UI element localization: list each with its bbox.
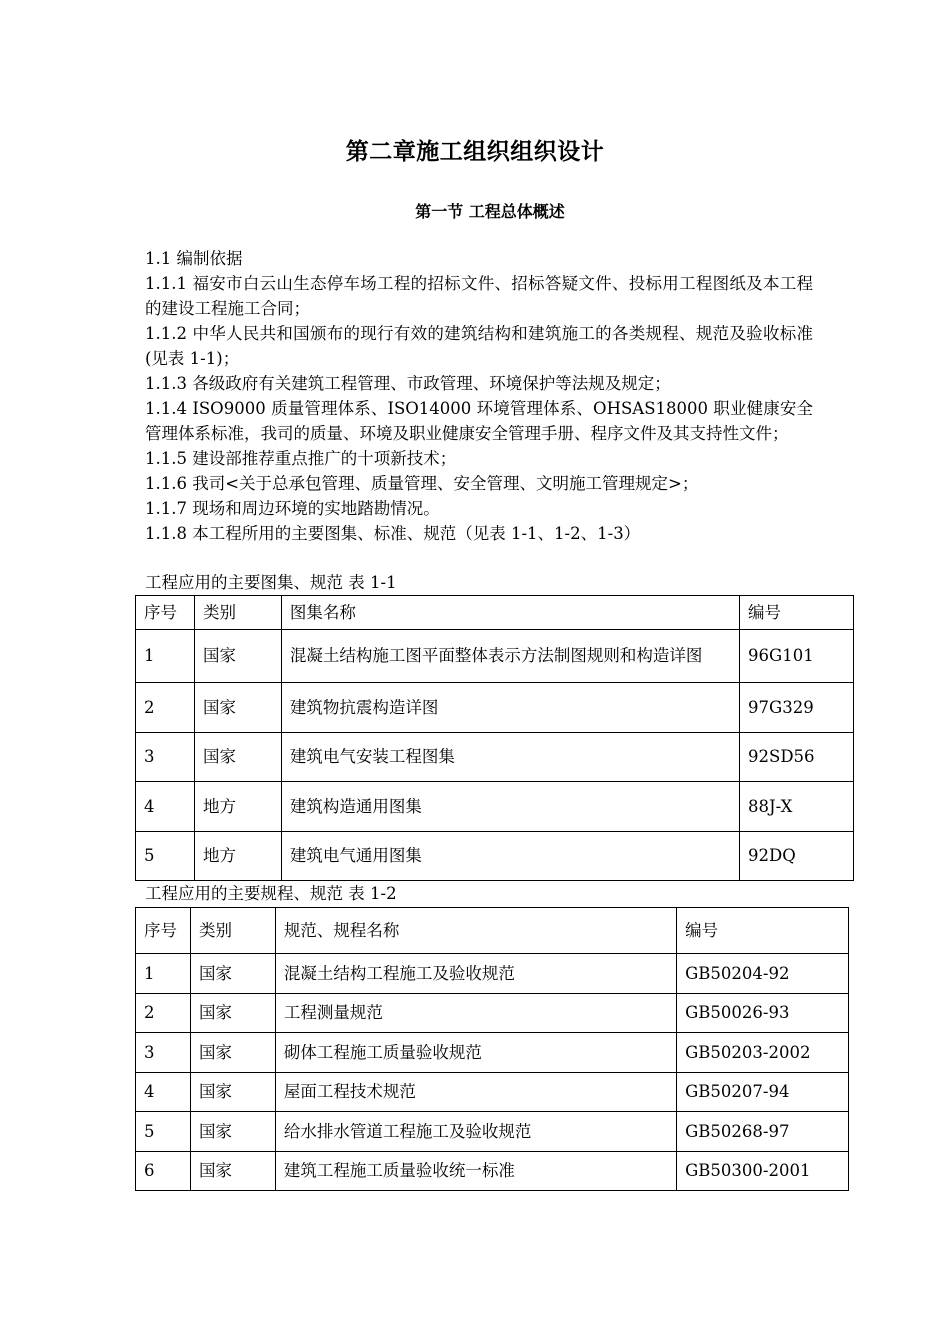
table-cell: 国家 — [194, 630, 281, 683]
table-row — [136, 1033, 849, 1073]
table-cell: 88J-X — [740, 782, 854, 832]
table-cell: 5 — [136, 832, 195, 881]
table-row — [136, 733, 854, 782]
table-cell: 国家 — [190, 1112, 275, 1152]
header-cell: 类别 — [190, 908, 275, 954]
table-cell: 混凝土结构工程施工及验收规范 — [275, 954, 676, 994]
table-cell: 92DQ — [740, 832, 854, 881]
table-cell: 1 — [136, 954, 191, 994]
header-cell: 图集名称 — [281, 596, 739, 630]
table-cell: 3 — [136, 733, 195, 782]
header-cell: 编号 — [740, 596, 854, 630]
table-cell: 给水排水管道工程施工及验收规范 — [275, 1112, 676, 1152]
table-cell: 国家 — [190, 954, 275, 994]
table-cell: 建筑物抗震构造详图 — [281, 683, 739, 733]
header-cell: 编号 — [677, 908, 849, 954]
paragraph-1-1-3: 1.1.3 各级政府有关建筑工程管理、市政管理、环境保护等法规及规定； — [145, 374, 671, 393]
paragraph-1-1-6: 1.1.6 我司<关于总承包管理、质量管理、安全管理、文明施工管理规定>； — [145, 474, 699, 493]
table-cell: 建筑电气通用图集 — [281, 832, 739, 881]
table-cell: 建筑工程施工质量验收统一标准 — [275, 1152, 676, 1191]
table-cell: GB50207-94 — [677, 1073, 849, 1112]
table-cell: GB50026-93 — [677, 994, 849, 1033]
table-cell: 国家 — [190, 1033, 275, 1073]
table-cell: 地方 — [194, 782, 281, 832]
table-1 — [135, 595, 854, 881]
table-cell: 4 — [136, 1073, 191, 1112]
table-row — [136, 1073, 849, 1112]
table-cell: GB50300-2001 — [677, 1152, 849, 1191]
table-cell: 92SD56 — [740, 733, 854, 782]
table-row — [136, 954, 849, 994]
table-cell: 96G101 — [740, 630, 854, 683]
table-row — [136, 630, 854, 683]
paragraph-1-1-7: 1.1.7 现场和周边环境的实地踏勘情况。 — [145, 499, 440, 518]
paragraph-1-1-4: 1.1.4 ISO9000 质量管理体系、ISO14000 环境管理体系、OHSAS18000 职业健康安全管理体系标准，我司的质量、环境及职业健康安全管理手册、程序文件及其支持性文件； — [145, 399, 813, 443]
table-2-caption: 工程应用的主要规程、规范 表 1-2 — [145, 884, 397, 903]
table-cell: 砌体工程施工质量验收规范 — [275, 1033, 676, 1073]
table-cell: 国家 — [194, 733, 281, 782]
table-cell: 2 — [136, 683, 195, 733]
table-cell: 工程测量规范 — [275, 994, 676, 1033]
header-cell: 序号 — [136, 908, 191, 954]
table-header-row — [136, 908, 849, 954]
table-row — [136, 1112, 849, 1152]
paragraph-1-1-1: 1.1.1 福安市白云山生态停车场工程的招标文件、招标答疑文件、投标用工程图纸及本工程的建设工程施工合同； — [145, 274, 813, 318]
table-cell: 屋面工程技术规范 — [275, 1073, 676, 1112]
table-cell: 国家 — [190, 1152, 275, 1191]
table-cell: GB50268-97 — [677, 1112, 849, 1152]
table-cell: GB50204-92 — [677, 954, 849, 994]
table-cell: 混凝土结构施工图平面整体表示方法制图规则和构造详图 — [281, 630, 739, 683]
table-cell: 97G329 — [740, 683, 854, 733]
table-header-row — [136, 596, 854, 630]
table-row — [136, 1152, 849, 1191]
paragraph-1-1: 1.1 编制依据 — [145, 249, 243, 268]
table-1-caption: 工程应用的主要图集、规范 表 1-1 — [145, 573, 397, 592]
table-cell: 国家 — [190, 1073, 275, 1112]
table-cell: 3 — [136, 1033, 191, 1073]
table-cell: 国家 — [190, 994, 275, 1033]
table-cell: 5 — [136, 1112, 191, 1152]
header-cell: 类别 — [194, 596, 281, 630]
table-row — [136, 994, 849, 1033]
table-cell: 2 — [136, 994, 191, 1033]
table-cell: 6 — [136, 1152, 191, 1191]
table-cell: 国家 — [194, 683, 281, 733]
table-cell: 建筑构造通用图集 — [281, 782, 739, 832]
table-cell: GB50203-2002 — [677, 1033, 849, 1073]
table-cell: 1 — [136, 630, 195, 683]
table-row — [136, 683, 854, 733]
section-title: 第一节 工程总体概述 — [415, 202, 565, 221]
chapter-title: 第二章施工组织组织设计 — [345, 138, 605, 165]
table-row — [136, 832, 854, 881]
paragraph-1-1-2: 1.1.2 中华人民共和国颁布的现行有效的建筑结构和建筑施工的各类规程、规范及验收标准(见表 1-1)； — [145, 324, 813, 368]
header-cell: 规范、规程名称 — [275, 908, 676, 954]
table-2 — [135, 907, 849, 1191]
table-cell: 建筑电气安装工程图集 — [281, 733, 739, 782]
paragraph-1-1-8: 1.1.8 本工程所用的主要图集、标准、规范（见表 1-1、1-2、1-3） — [145, 524, 641, 543]
body-text — [145, 246, 813, 546]
table-cell: 4 — [136, 782, 195, 832]
header-cell: 序号 — [136, 596, 195, 630]
table-row — [136, 782, 854, 832]
paragraph-1-1-5: 1.1.5 建设部推荐重点推广的十项新技术； — [145, 449, 457, 468]
table-cell: 地方 — [194, 832, 281, 881]
